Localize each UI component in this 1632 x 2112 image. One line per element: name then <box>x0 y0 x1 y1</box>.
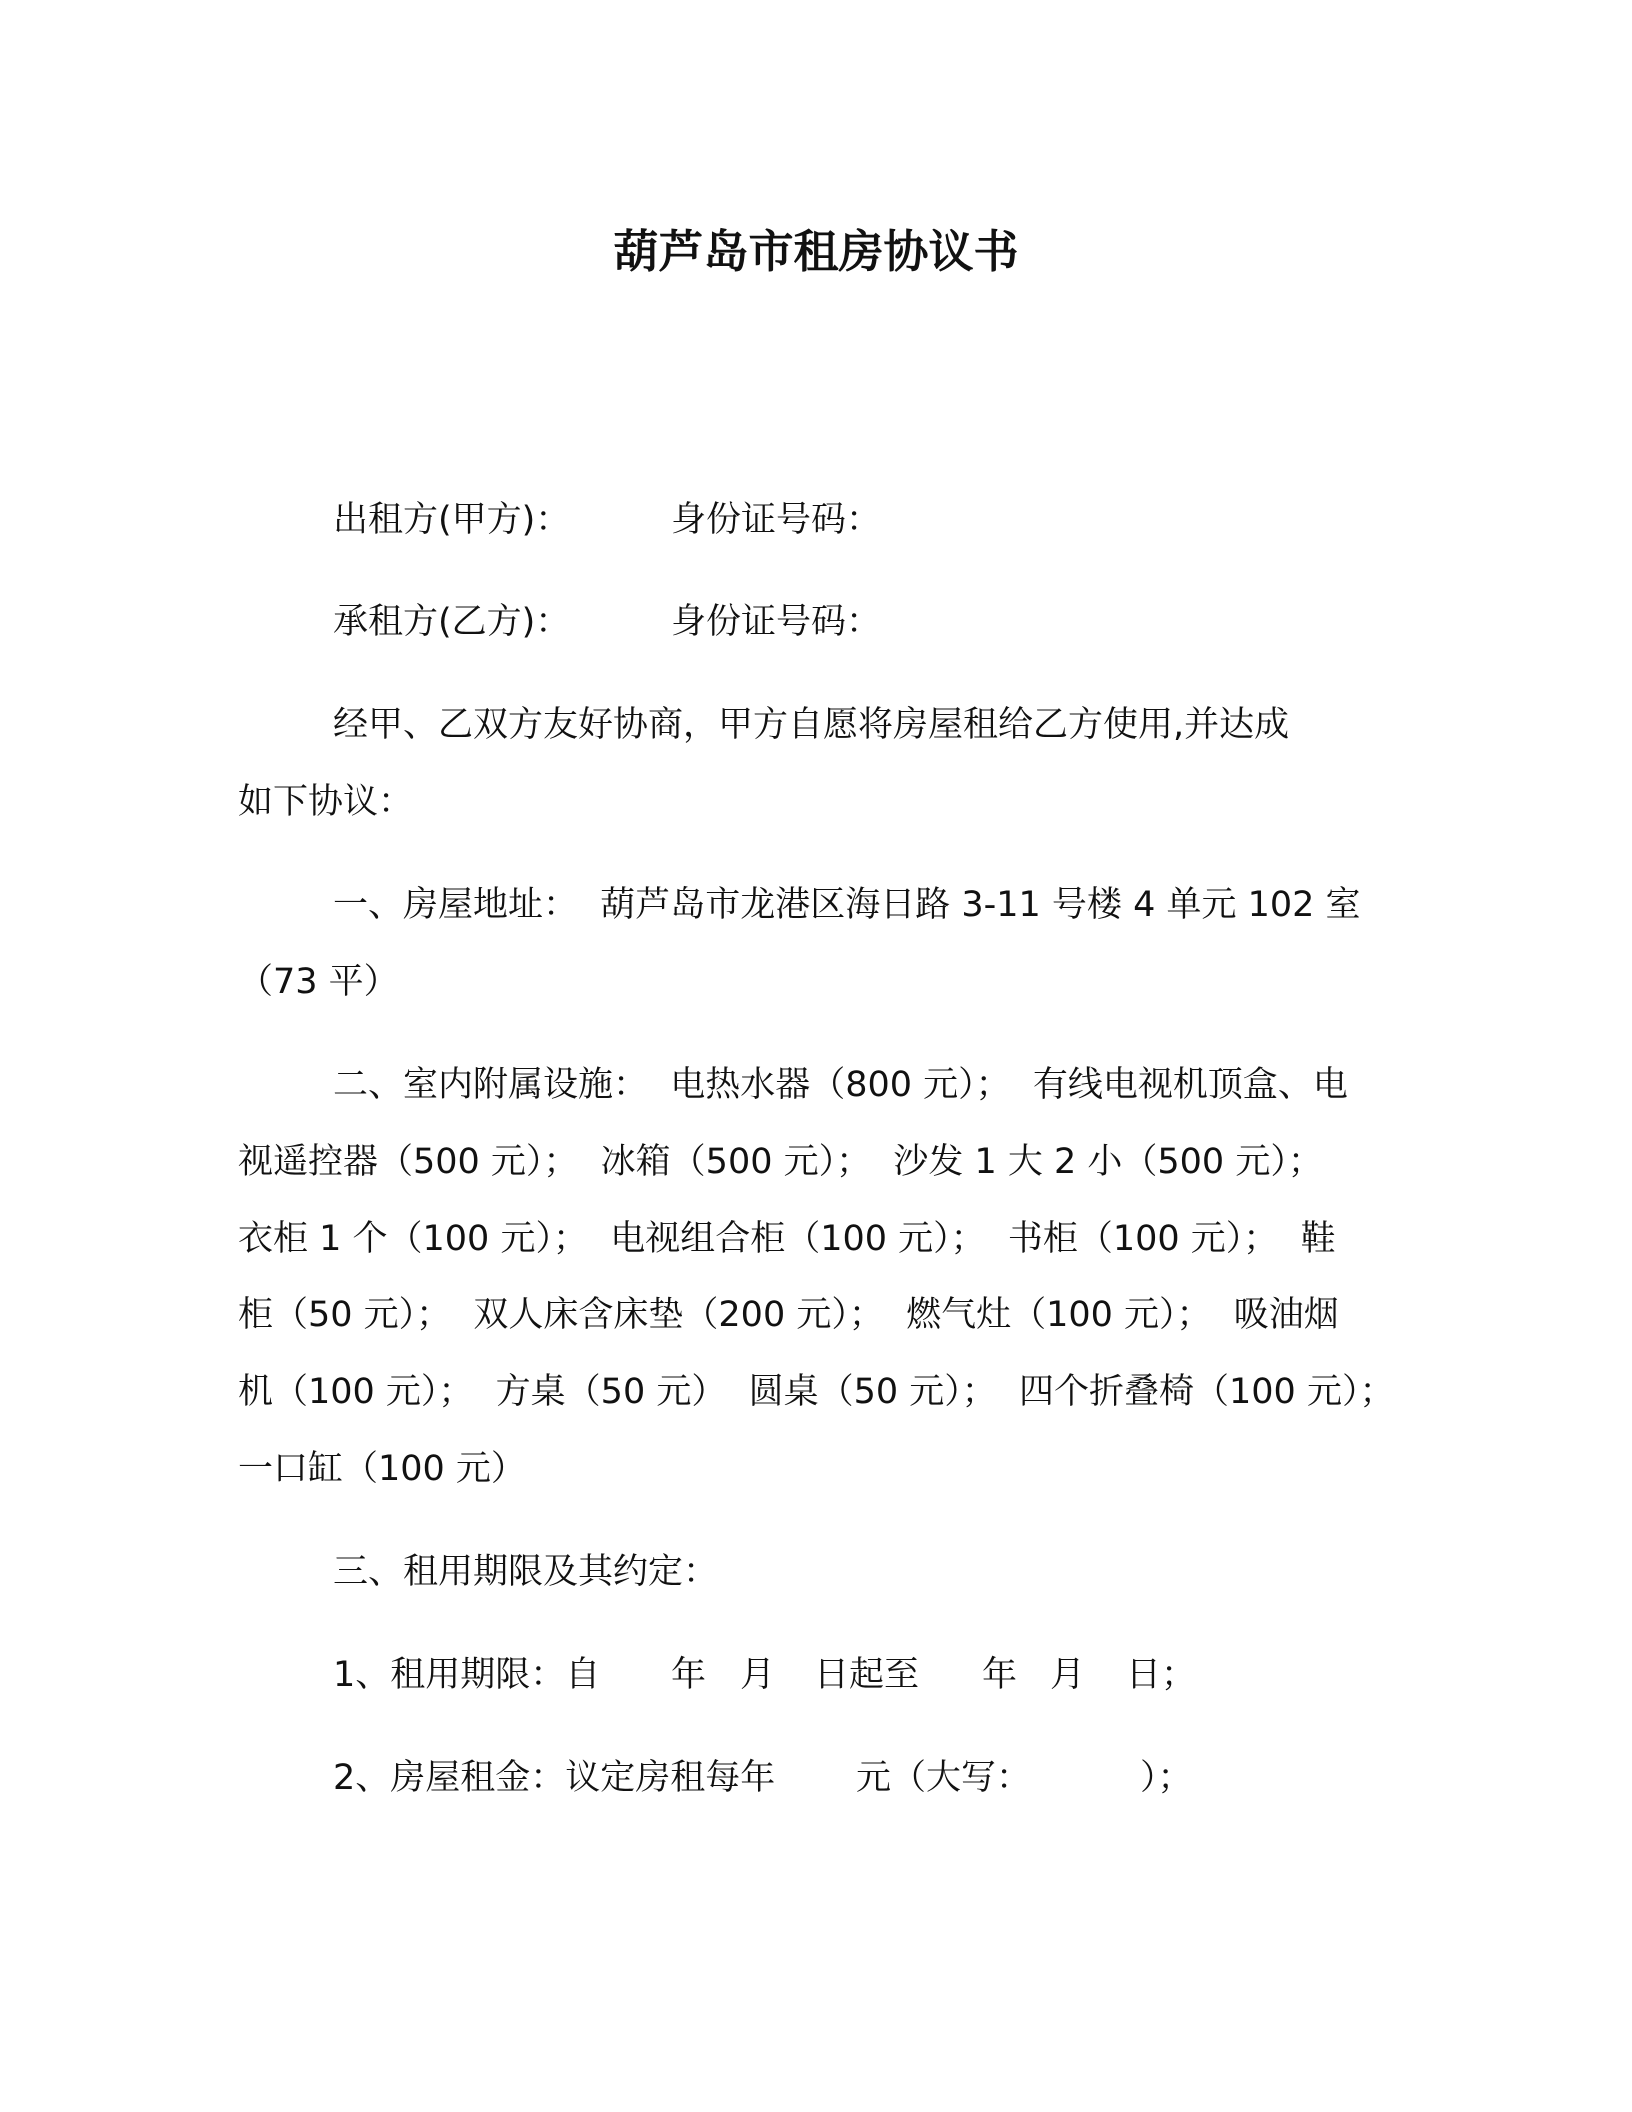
lease-start-year: 年 <box>671 1655 707 1695</box>
lease-end-month: 月 <box>1050 1655 1086 1695</box>
section2-line-4: 柜（50 元）； 双人床含床垫（200 元）； 燃气灶（100 元）； 吸油烟 <box>238 1295 1339 1335</box>
lessor-id-label: 身份证号码： <box>671 500 882 540</box>
intro-line-2: 如下协议： <box>238 782 414 822</box>
lessee-label: 承租方(乙方)： <box>333 602 571 642</box>
section2-line-3: 衣柜 1 个（100 元）； 电视组合柜（100 元）； 书柜（100 元）； 鞋 <box>238 1219 1336 1259</box>
section2-line-6: 一口缸（100 元） <box>238 1449 526 1489</box>
rent-yuan-label: 元（大写： <box>856 1758 1032 1798</box>
section2-line-5: 机（100 元）； 方桌（50 元） 圆桌（50 元）； 四个折叠椅（100 元）； <box>238 1372 1395 1412</box>
section1-line-2: （73 平） <box>238 962 399 1002</box>
section2-line-2: 视遥控器（500 元）； 冰箱（500 元）； 沙发 1 大 2 小（500 元）； <box>238 1142 1323 1182</box>
section2-line-1: 二、室内附属设施： 电热水器（800 元）； 有线电视机顶盒、电 <box>333 1065 1348 1105</box>
section1-line-1: 一、房屋地址： 葫芦岛市龙港区海日路 3-11 号楼 4 单元 102 室 <box>333 885 1361 925</box>
lessor-label: 出租方(甲方)： <box>333 500 571 540</box>
lease-end-year: 年 <box>982 1655 1018 1695</box>
lessee-id-label: 身份证号码： <box>671 602 882 642</box>
lease-start-month: 月 <box>740 1655 776 1695</box>
rent-label: 2、房屋租金：议定房租每年 <box>333 1758 776 1798</box>
intro-line-1: 经甲、乙双方友好协商，甲方自愿将房屋租给乙方使用,并达成 <box>333 705 1290 745</box>
section3-heading: 三、租用期限及其约定： <box>333 1552 719 1592</box>
rent-close: ）； <box>1140 1758 1193 1798</box>
lease-end-day: 日； <box>1126 1655 1197 1695</box>
lease-start-day: 日起至 <box>814 1655 920 1695</box>
lease-period-label: 1、租用期限：自 <box>333 1655 601 1695</box>
document-title: 葫芦岛市租房协议书 <box>613 225 1019 278</box>
